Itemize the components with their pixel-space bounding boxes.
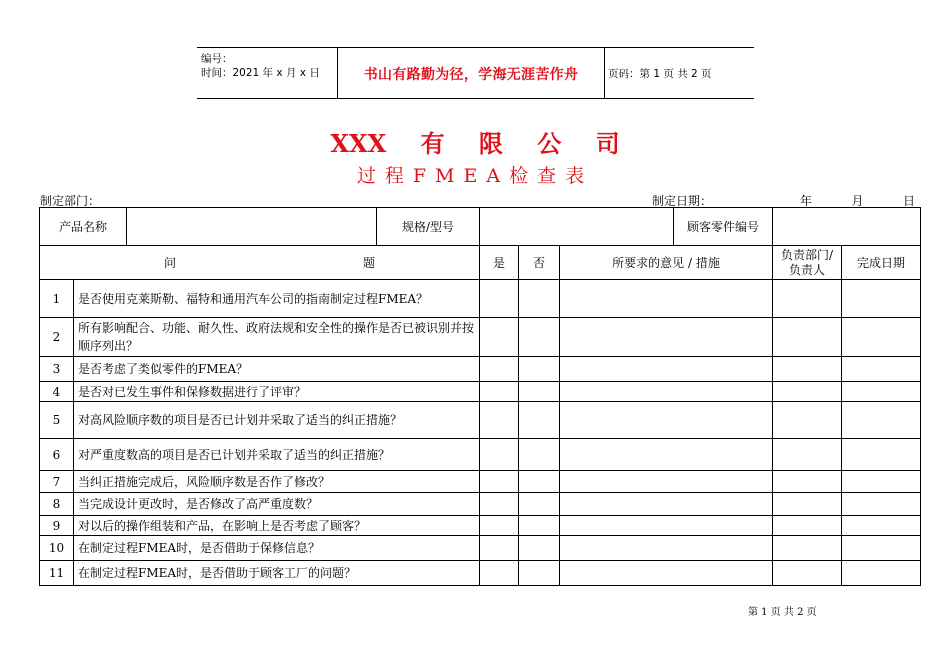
table-row <box>40 382 921 402</box>
table-row <box>40 402 921 439</box>
finish-date-header: 完成日期 <box>842 246 921 280</box>
finish-date-cell[interactable] <box>842 402 921 439</box>
yes-cell[interactable] <box>480 561 519 586</box>
finish-date-cell[interactable] <box>842 471 921 493</box>
table-row <box>40 357 921 382</box>
yes-cell[interactable] <box>480 493 519 516</box>
row-question: 所有影响配合、功能、耐久性、政府法规和安全性的操作是否已被识别并按顺序列出？ <box>74 318 480 357</box>
yes-cell[interactable] <box>480 471 519 493</box>
opinion-cell[interactable] <box>560 357 773 382</box>
no-cell[interactable] <box>519 280 560 318</box>
yes-cell[interactable] <box>480 280 519 318</box>
owner-cell[interactable] <box>773 280 842 318</box>
row-question: 对高风险顺序数的项目是否已计划并采取了适当的纠正措施？ <box>74 402 480 439</box>
question-header-a: 问 <box>164 256 177 270</box>
yes-cell[interactable] <box>480 516 519 536</box>
owner-cell[interactable] <box>773 493 842 516</box>
yes-cell[interactable] <box>480 439 519 471</box>
opinion-cell[interactable] <box>560 536 773 561</box>
no-header: 否 <box>519 246 560 280</box>
row-number: 1 <box>40 280 74 318</box>
row-question: 对严重度数高的项目是否已计划并采取了适当的纠正措施？ <box>74 439 480 471</box>
owner-cell[interactable] <box>773 382 842 402</box>
header-meta <box>201 52 320 80</box>
no-cell[interactable] <box>519 318 560 357</box>
opinion-header: 所要求的意见 / 措施 <box>560 246 773 280</box>
info-row <box>40 208 921 246</box>
customer-part-field[interactable] <box>773 208 921 246</box>
row-question: 是否考虑了类似零件的FMEA？ <box>74 357 480 382</box>
day-label: 日 <box>902 194 915 208</box>
owner-cell[interactable] <box>773 536 842 561</box>
yes-cell[interactable] <box>480 357 519 382</box>
row-question: 是否对已发生事件和保修数据进行了评审？ <box>74 382 480 402</box>
page-footer: 第 1 页 共 2 页 <box>748 607 817 618</box>
opinion-cell[interactable] <box>560 318 773 357</box>
finish-date-cell[interactable] <box>842 536 921 561</box>
finish-date-cell[interactable] <box>842 382 921 402</box>
customer-part-label: 顾客零件编号 <box>674 208 773 246</box>
header-divider <box>604 48 605 98</box>
yes-header: 是 <box>480 246 519 280</box>
question-header <box>40 246 480 280</box>
header-divider <box>337 48 338 98</box>
table-row <box>40 516 921 536</box>
row-question: 在制定过程FMEA时，是否借助于顾客工厂的问题？ <box>74 561 480 586</box>
owner-cell[interactable] <box>773 516 842 536</box>
row-number: 6 <box>40 439 74 471</box>
yes-cell[interactable] <box>480 318 519 357</box>
finish-date-cell[interactable] <box>842 516 921 536</box>
owner-cell[interactable] <box>773 318 842 357</box>
no-cell[interactable] <box>519 536 560 561</box>
opinion-cell[interactable] <box>560 561 773 586</box>
owner-header <box>773 246 842 280</box>
owner-cell[interactable] <box>773 561 842 586</box>
spec-label: 规格/型号 <box>377 208 480 246</box>
no-cell[interactable] <box>519 439 560 471</box>
finish-date-cell[interactable] <box>842 318 921 357</box>
row-question: 当完成设计更改时，是否修改了高严重度数？ <box>74 493 480 516</box>
no-cell[interactable] <box>519 357 560 382</box>
yes-cell[interactable] <box>480 536 519 561</box>
finish-date-cell[interactable] <box>842 493 921 516</box>
table-row <box>40 561 921 586</box>
yes-cell[interactable] <box>480 402 519 439</box>
finish-date-cell[interactable] <box>842 561 921 586</box>
fmea-checklist-table <box>39 207 921 586</box>
opinion-cell[interactable] <box>560 493 773 516</box>
owner-header-line1: 负责部门/ <box>780 247 834 262</box>
no-cell[interactable] <box>519 471 560 493</box>
opinion-cell[interactable] <box>560 382 773 402</box>
finish-date-cell[interactable] <box>842 439 921 471</box>
opinion-cell[interactable] <box>560 439 773 471</box>
table-row <box>40 493 921 516</box>
row-number: 11 <box>40 561 74 586</box>
no-cell[interactable] <box>519 561 560 586</box>
row-question: 是否使用克莱斯勒、福特和通用汽车公司的指南制定过程FMEA？ <box>74 280 480 318</box>
yes-cell[interactable] <box>480 382 519 402</box>
page-info: 页码：第 1 页 共 2 页 <box>608 68 712 80</box>
table-row <box>40 439 921 471</box>
product-name-label: 产品名称 <box>40 208 127 246</box>
document-header <box>197 47 754 99</box>
row-number: 7 <box>40 471 74 493</box>
table-row <box>40 471 921 493</box>
date-label: 制定日期： <box>652 194 713 208</box>
owner-cell[interactable] <box>773 471 842 493</box>
no-cell[interactable] <box>519 516 560 536</box>
row-number: 5 <box>40 402 74 439</box>
row-number: 4 <box>40 382 74 402</box>
owner-cell[interactable] <box>773 402 842 439</box>
row-question: 当纠正措施完成后，风险顺序数是否作了修改？ <box>74 471 480 493</box>
motto: 书山有路勤为径，学海无涯苦作舟 <box>363 67 579 83</box>
spec-field[interactable] <box>480 208 674 246</box>
row-question: 对以后的操作组装和产品，在影响上是否考虑了顾客？ <box>74 516 480 536</box>
opinion-cell[interactable] <box>560 516 773 536</box>
opinion-cell[interactable] <box>560 471 773 493</box>
table-row <box>40 536 921 561</box>
table-row <box>40 280 921 318</box>
time-label: 时间：2021 年 x 月 x 日 <box>201 67 320 79</box>
company-title: XXX 有 限 公 司 <box>330 129 620 158</box>
owner-cell[interactable] <box>773 357 842 382</box>
no-cell[interactable] <box>519 402 560 439</box>
finish-date-cell[interactable] <box>842 357 921 382</box>
row-number: 9 <box>40 516 74 536</box>
product-name-field[interactable] <box>127 208 377 246</box>
year-label: 年 <box>800 194 813 208</box>
owner-cell[interactable] <box>773 439 842 471</box>
table-row <box>40 318 921 357</box>
opinion-cell[interactable] <box>560 280 773 318</box>
no-cell[interactable] <box>519 493 560 516</box>
row-question: 在制定过程FMEA时，是否借助于保修信息？ <box>74 536 480 561</box>
row-number: 2 <box>40 318 74 357</box>
no-cell[interactable] <box>519 382 560 402</box>
month-label: 月 <box>851 194 864 208</box>
owner-header-line2: 负责人 <box>789 262 826 277</box>
row-number: 10 <box>40 536 74 561</box>
dept-label: 制定部门： <box>40 194 101 208</box>
form-title: 过程FMEA检查表 <box>356 165 594 187</box>
column-header-row <box>40 246 921 280</box>
code-label: 编号： <box>201 53 233 65</box>
row-number: 3 <box>40 357 74 382</box>
question-header-b: 题 <box>363 256 376 270</box>
row-number: 8 <box>40 493 74 516</box>
opinion-cell[interactable] <box>560 402 773 439</box>
finish-date-cell[interactable] <box>842 280 921 318</box>
